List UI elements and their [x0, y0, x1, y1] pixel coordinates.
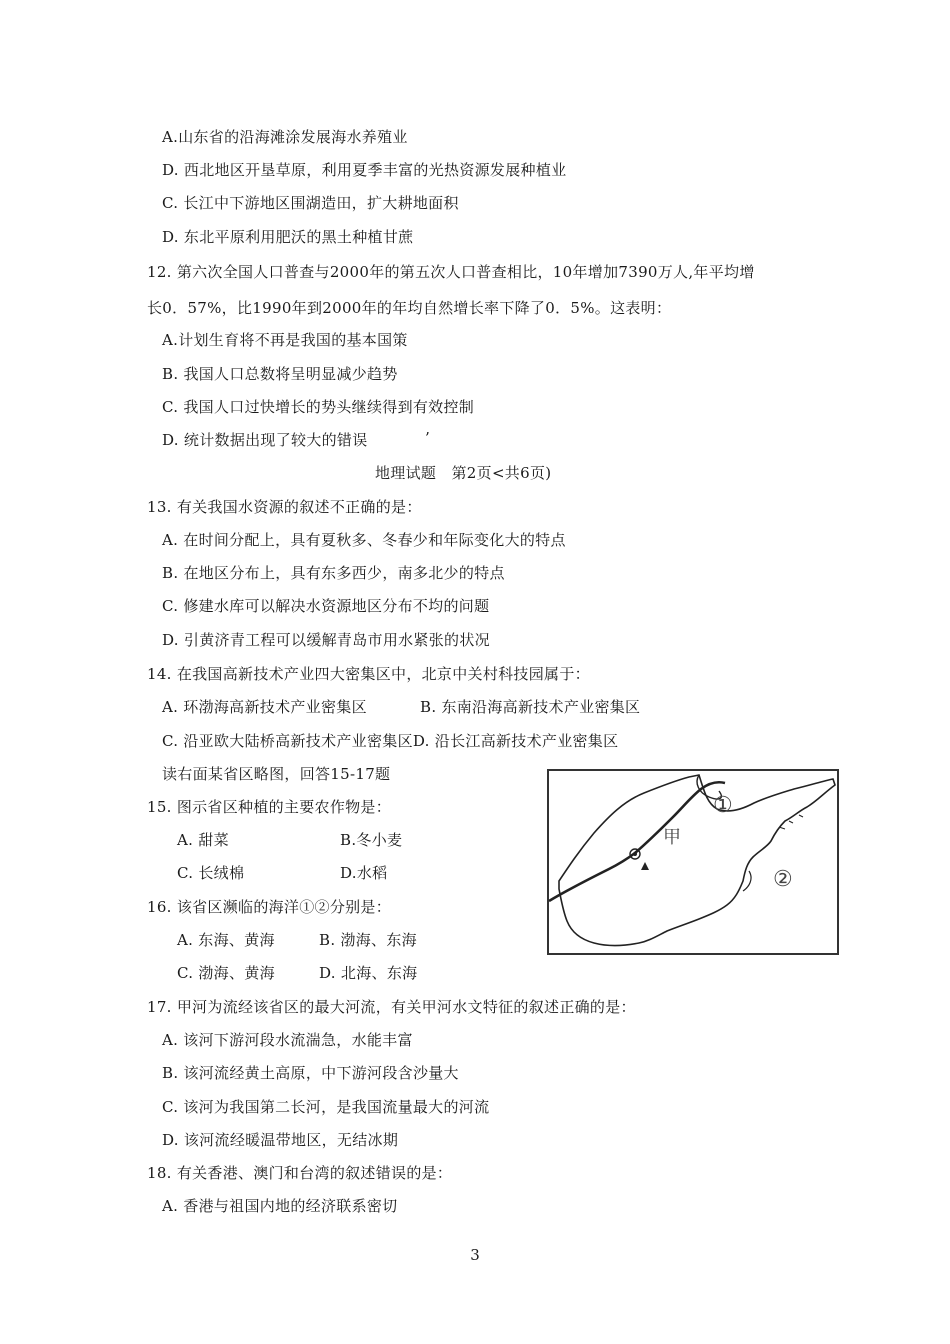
sea-label-2: ② — [773, 867, 793, 892]
q17-stem: 17. 甲河为流经该省区的最大河流，有关甲河水文特征的叙述正确的是： — [147, 998, 636, 1016]
q14-options-c-d: C. 沿亚欧大陆桥高新技术产业密集区D. 沿长江高新技术产业密集区 — [162, 732, 619, 750]
q14-option-a: A. 环渤海高新技术产业密集区 — [162, 698, 367, 716]
q11-option-c: C. 长江中下游地区围湖造田，扩大耕地面积 — [162, 194, 459, 212]
reading-instruction: 读右面某省区略图，回答15-17题 — [162, 765, 391, 783]
q13-option-c: C. 修建水库可以解决水资源地区分布不均的问题 — [162, 597, 490, 615]
river-label: 甲 — [663, 827, 681, 848]
q16-option-b: B. 渤海、东海 — [319, 931, 417, 949]
stray-mark: ’ — [425, 429, 431, 447]
river-line — [549, 782, 725, 901]
q11-option-b: D. 西北地区开垦草原，利用夏季丰富的光热资源发展种植业 — [162, 161, 567, 179]
q13-option-b: B. 在地区分布上，具有东多西少，南多北少的特点 — [162, 564, 505, 582]
sea-label-1: ① — [713, 793, 733, 818]
q12-option-d: D. 统计数据出现了较大的错误 — [162, 431, 368, 449]
q16-stem: 16. 该省区濒临的海洋①②分别是： — [147, 898, 392, 916]
q13-option-a: A. 在时间分配上，具有夏秋多、冬春少和年际变化大的特点 — [162, 531, 566, 549]
q17-option-b: B. 该河流经黄土高原，中下游河段含沙量大 — [162, 1064, 459, 1082]
q16-option-a: A. 东海、黄海 — [177, 931, 275, 949]
q18-stem: 18. 有关香港、澳门和台湾的叙述错误的是： — [147, 1164, 453, 1182]
q17-option-c: C. 该河为我国第二长河，是我国流量最大的河流 — [162, 1098, 490, 1116]
q15-stem: 15. 图示省区种植的主要农作物是： — [147, 798, 392, 816]
capital-marker-dot — [633, 852, 637, 856]
page-header-note: 地理试题 第2页<共6页) — [375, 464, 552, 482]
q11-option-d: D. 东北平原利用肥沃的黑土种植甘蔗 — [162, 228, 414, 246]
q12-option-c: C. 我国人口过快增长的势头继续得到有效控制 — [162, 398, 475, 416]
q17-option-a: A. 该河下游河段水流湍急，水能丰富 — [162, 1031, 413, 1049]
q13-option-d: D. 引黄济青工程可以缓解青岛市用水紧张的状况 — [162, 631, 490, 649]
q16-option-c: C. 渤海、黄海 — [177, 964, 275, 982]
q12-stem-line1: 12. 第六次全国人口普查与2000年的第五次人口普查相比，10年增加7390万人,年平均增 — [147, 263, 755, 281]
q15-option-d: D.水稻 — [340, 864, 388, 882]
q18-option-a: A. 香港与祖国内地的经济联系密切 — [162, 1197, 398, 1215]
province-outline — [559, 775, 835, 946]
q15-option-b: B.冬小麦 — [340, 831, 403, 849]
mountain-icon — [641, 862, 649, 870]
q16-option-d: D. 北海、东海 — [319, 964, 418, 982]
province-map — [547, 769, 839, 955]
q14-option-b: B. 东南沿海高新技术产业密集区 — [420, 698, 641, 716]
province-map-drawing — [549, 771, 837, 953]
q14-stem: 14. 在我国高新技术产业四大密集区中，北京中关村科技园属于： — [147, 665, 590, 683]
q12-option-b: B. 我国人口总数将呈明显减少趋势 — [162, 365, 398, 383]
q11-option-a: A.山东省的沿海滩涂发展海水养殖业 — [162, 128, 408, 146]
q17-option-d: D. 该河流经暖温带地区，无结冰期 — [162, 1131, 399, 1149]
q15-option-a: A. 甜菜 — [177, 831, 229, 849]
q12-option-a: A.计划生育将不再是我国的基本国策 — [162, 331, 408, 349]
q15-option-c: C. 长绒棉 — [177, 864, 245, 882]
q13-stem: 13. 有关我国水资源的叙述不正确的是： — [147, 498, 422, 516]
page-number: 3 — [470, 1246, 480, 1264]
q12-stem-line2: 长0．57%，比1990年到2000年的年均自然增长率下降了0．5%。这表明： — [147, 299, 672, 317]
